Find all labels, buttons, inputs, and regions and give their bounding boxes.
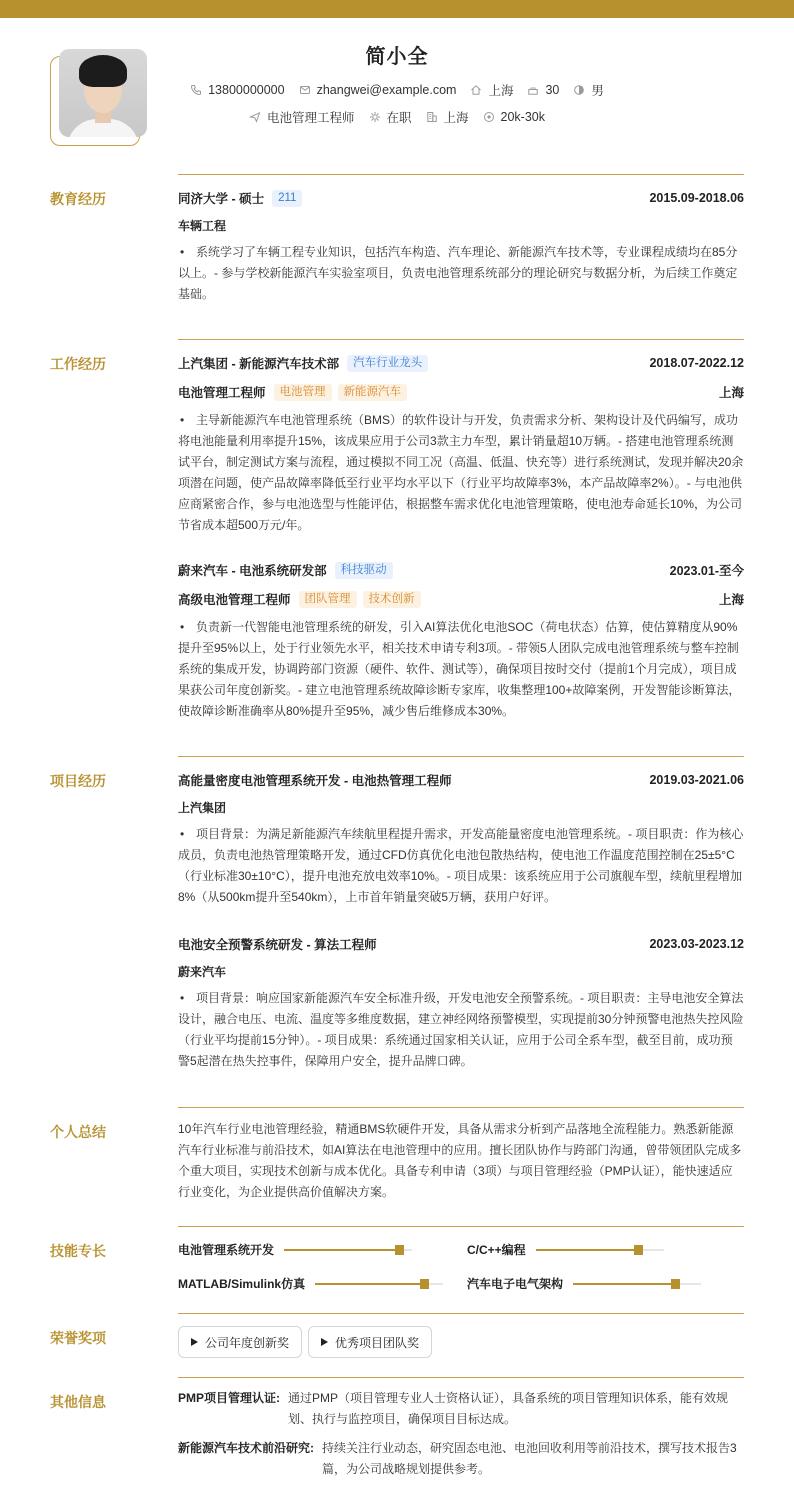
section-divider [178, 756, 744, 757]
project-date: 2019.03-2021.06 [649, 773, 744, 787]
project-name: 高能量密度电池管理系统开发 - 电池热管理工程师 [178, 774, 452, 788]
award-name: 公司年度创新奖 [205, 1335, 290, 1350]
email-item [299, 83, 457, 97]
school-name-row [178, 189, 302, 207]
project-org: 上汽集团 [178, 801, 227, 815]
gender-text: 男 [591, 84, 604, 98]
section-divider [178, 1313, 744, 1314]
education-desc: • 系统学习了车辆工程专业知识，包括汽车构造、汽车理论、新能源汽车技术等，专业课程成绩均在85分以上。- 参与学校新能源汽车实验室项目，负责电池管理系统部分的理论研究与数据分析，为后续工作奠定基础。 [178, 242, 744, 305]
skill-item [467, 1275, 701, 1292]
salary-icon [483, 111, 495, 123]
work-entry [178, 353, 744, 536]
role-title: 高级电池管理工程师 [178, 593, 291, 607]
other-item [178, 1388, 744, 1430]
skill-bar [284, 1249, 412, 1251]
skill-item [178, 1241, 412, 1258]
summary-section [50, 1107, 744, 1222]
play-icon [191, 1338, 198, 1346]
age-text: 30 [545, 83, 560, 97]
job-icon [249, 111, 261, 123]
work-desc: • 主导新能源汽车电池管理系统（BMS）的软件设计与开发，负责需求分析、架构设计及代码编写，成功将电池能量利用率提升15%，该成果应用于公司3款主力车型，累计销量超10万辆。- 搭建电池管理系统测试平台，制定测试方案与流程，通过模拟不同工况（高温、低温、快充等）进行系统测试，发现并解决20余项潜在问题，使产品故障率降低至行业平均水平以下（行业平均故障率3%，本产品故障率2%）。- 与电池供应商紧密合作，参与电池选型与性能评估，根据整车需求优化电池管理策略，使电池寿命延长10%，为公司节省成本超500万元/年。 [178, 410, 744, 536]
phone-item [190, 83, 284, 97]
education-entry [178, 188, 744, 305]
section-title: 教育经历 [50, 191, 106, 207]
project-entry [178, 934, 744, 1072]
section-title: 个人总结 [50, 1124, 106, 1140]
education-date: 2015.09-2018.06 [649, 191, 744, 205]
school-name: 同济大学 - 硕士 [178, 192, 265, 206]
work-location: 上海 [718, 386, 744, 400]
section-divider [178, 174, 744, 175]
skill-item [178, 1275, 443, 1292]
job-title-item [249, 108, 355, 126]
play-icon [321, 1338, 328, 1346]
phone-icon [190, 84, 202, 96]
work-desc: • 负责新一代智能电池管理系统的研发，引入AI算法优化电池SOC（荷电状态）估算，使估算精度从90%提升至95%以上，处于行业领先水平，相关技术申请专利3项。- 带领5人团队完成电池管理系统与整车控制系统的集成开发，协调跨部门资源（硬件、软件、测试等），确保项目按时交付（提前1个月完成），项目成果获公司年度创新奖。- 建立电池管理系统故障诊断专家库，收集整理100+故障案例，开发智能诊断算法，使故障诊断准确率从80%提升至95%，减少售后维修成本30%。 [178, 617, 744, 722]
email-text: zhangwei@example.com [316, 83, 457, 97]
email-icon [299, 84, 311, 96]
section-title: 工作经历 [50, 356, 106, 372]
other-value: 持续关注行业动态，研究固态电池、电池回收利用等前沿技术，撰写技术报告3篇，为公司战略规划提供参考。 [322, 1441, 737, 1476]
other-key: 新能源汽车技术前沿研究: [178, 1441, 314, 1455]
section-title: 技能专长 [50, 1243, 106, 1259]
section-title: 其他信息 [50, 1394, 106, 1410]
school-tag: 211 [272, 190, 302, 207]
role-title: 电池管理工程师 [178, 386, 266, 400]
honors-list [178, 1326, 744, 1358]
age-item [527, 83, 559, 97]
skill-name: 汽车电子电气架构 [467, 1277, 564, 1291]
city-text: 上海 [488, 84, 514, 98]
candidate-name: 简小全 [365, 46, 429, 68]
age-icon [527, 84, 539, 96]
other-item [178, 1438, 744, 1480]
city-item [470, 81, 513, 99]
section-divider [178, 339, 744, 340]
top-accent-bar [0, 0, 794, 18]
salary-item [483, 110, 545, 124]
gender-item [573, 81, 604, 99]
gender-icon [573, 84, 585, 96]
project-desc: • 项目背景：为满足新能源汽车续航里程提升需求，开发高能量密度电池管理系统。- 项目职责：作为核心成员，负责电池热管理策略开发，通过CFD仿真优化电池包散热结构，使电池工作温度范围控制在25±5°C（行业标准30±10°C），提升电池充放电效率10%。- 项目成果：该系统应用于公司旗舰车型，续航里程增加8%（从500km提升至540km），上市首年销量突破5万辆，获用户好评。 [178, 824, 744, 908]
skill-name: 电池管理系统开发 [178, 1243, 275, 1257]
expected-city-text: 上海 [443, 111, 469, 125]
company-name: 蔚来汽车 - 电池系统研发部 [178, 564, 327, 578]
expected-city-item [426, 108, 469, 126]
other-value: 通过PMP（项目管理专业人士资格认证），具备系统的项目管理知识体系，能有效规划、执行与监控项目，确保项目目标达成。 [288, 1391, 729, 1426]
work-entry [178, 560, 744, 722]
status-text: 在职 [386, 111, 412, 125]
company-tag: 汽车行业龙头 [347, 355, 428, 372]
honors-section [50, 1313, 744, 1373]
section-divider [178, 1377, 744, 1378]
phone-text: 13800000000 [208, 83, 285, 97]
section-divider [178, 1107, 744, 1108]
skill-item [467, 1241, 664, 1258]
education-section [50, 174, 744, 324]
other-list [178, 1388, 744, 1480]
other-key: PMP项目管理认证: [178, 1391, 281, 1405]
skill-bar [573, 1283, 701, 1285]
status-item [369, 108, 412, 126]
award-name: 优秀项目团队奖 [335, 1335, 420, 1350]
role-tag: 电池管理 [274, 384, 332, 401]
award-badge [308, 1326, 432, 1358]
section-title: 项目经历 [50, 773, 106, 789]
project-desc: • 项目背景：响应国家新能源汽车安全标准升级，开发电池安全预警系统。- 项目职责：主导电池安全算法设计，融合电压、电流、温度等多维度数据，建立神经网络预警模型，实现提前30分钟预警电池热失控风险（行业平均提前15分钟）。- 项目成果：系统通过国家相关认证，应用于公司全系车型，截至目前，成功预警5起潜在热失控事件，保障用户安全，提升品牌口碑。 [178, 988, 744, 1072]
skill-name: MATLAB/Simulink仿真 [178, 1277, 306, 1291]
role-tag: 技术创新 [363, 591, 421, 608]
work-section [50, 339, 744, 749]
role-tag: 新能源汽车 [338, 384, 408, 401]
role-tag: 团队管理 [299, 591, 357, 608]
work-location: 上海 [718, 593, 744, 607]
status-icon [369, 111, 381, 123]
work-date: 2018.07-2022.12 [649, 356, 744, 370]
salary-text: 20k-30k [500, 110, 546, 124]
company-tag: 科技驱动 [335, 562, 393, 579]
project-entry [178, 770, 744, 908]
other-section [50, 1377, 744, 1487]
building-icon [426, 111, 438, 123]
section-title: 荣誉奖项 [50, 1330, 106, 1346]
work-date: 2023.01-至今 [669, 564, 744, 578]
skill-bar [315, 1283, 443, 1285]
skill-bar [536, 1249, 664, 1251]
project-date: 2023.03-2023.12 [649, 937, 744, 951]
projects-section [50, 756, 744, 1101]
summary-text: 10年汽车行业电池管理经验，精通BMS软硬件开发，具备从需求分析到产品落地全流程能力。熟悉新能源汽车行业标准与前沿技术，如AI算法在电池管理中的应用。擅长团队协作与跨部门沟通，曾带领团队完成多个重大项目，实现技术创新与成本优化。具备专利申请（3项）与项目管理经验（PMP认证），能快速适应行业变化，为企业提供高价值解决方案。 [178, 1122, 742, 1199]
job-info-row [0, 108, 794, 126]
contact-row [0, 81, 794, 99]
project-name: 电池安全预警系统研发 - 算法工程师 [178, 938, 377, 952]
company-name: 上汽集团 - 新能源汽车技术部 [178, 357, 340, 371]
section-divider [178, 1226, 744, 1227]
home-icon [470, 84, 482, 96]
skills-section [50, 1226, 744, 1306]
award-badge [178, 1326, 302, 1358]
major: 车辆工程 [178, 219, 227, 233]
skill-name: C/C++编程 [467, 1243, 526, 1257]
project-org: 蔚来汽车 [178, 965, 227, 979]
job-title-text: 电池管理工程师 [266, 111, 355, 125]
